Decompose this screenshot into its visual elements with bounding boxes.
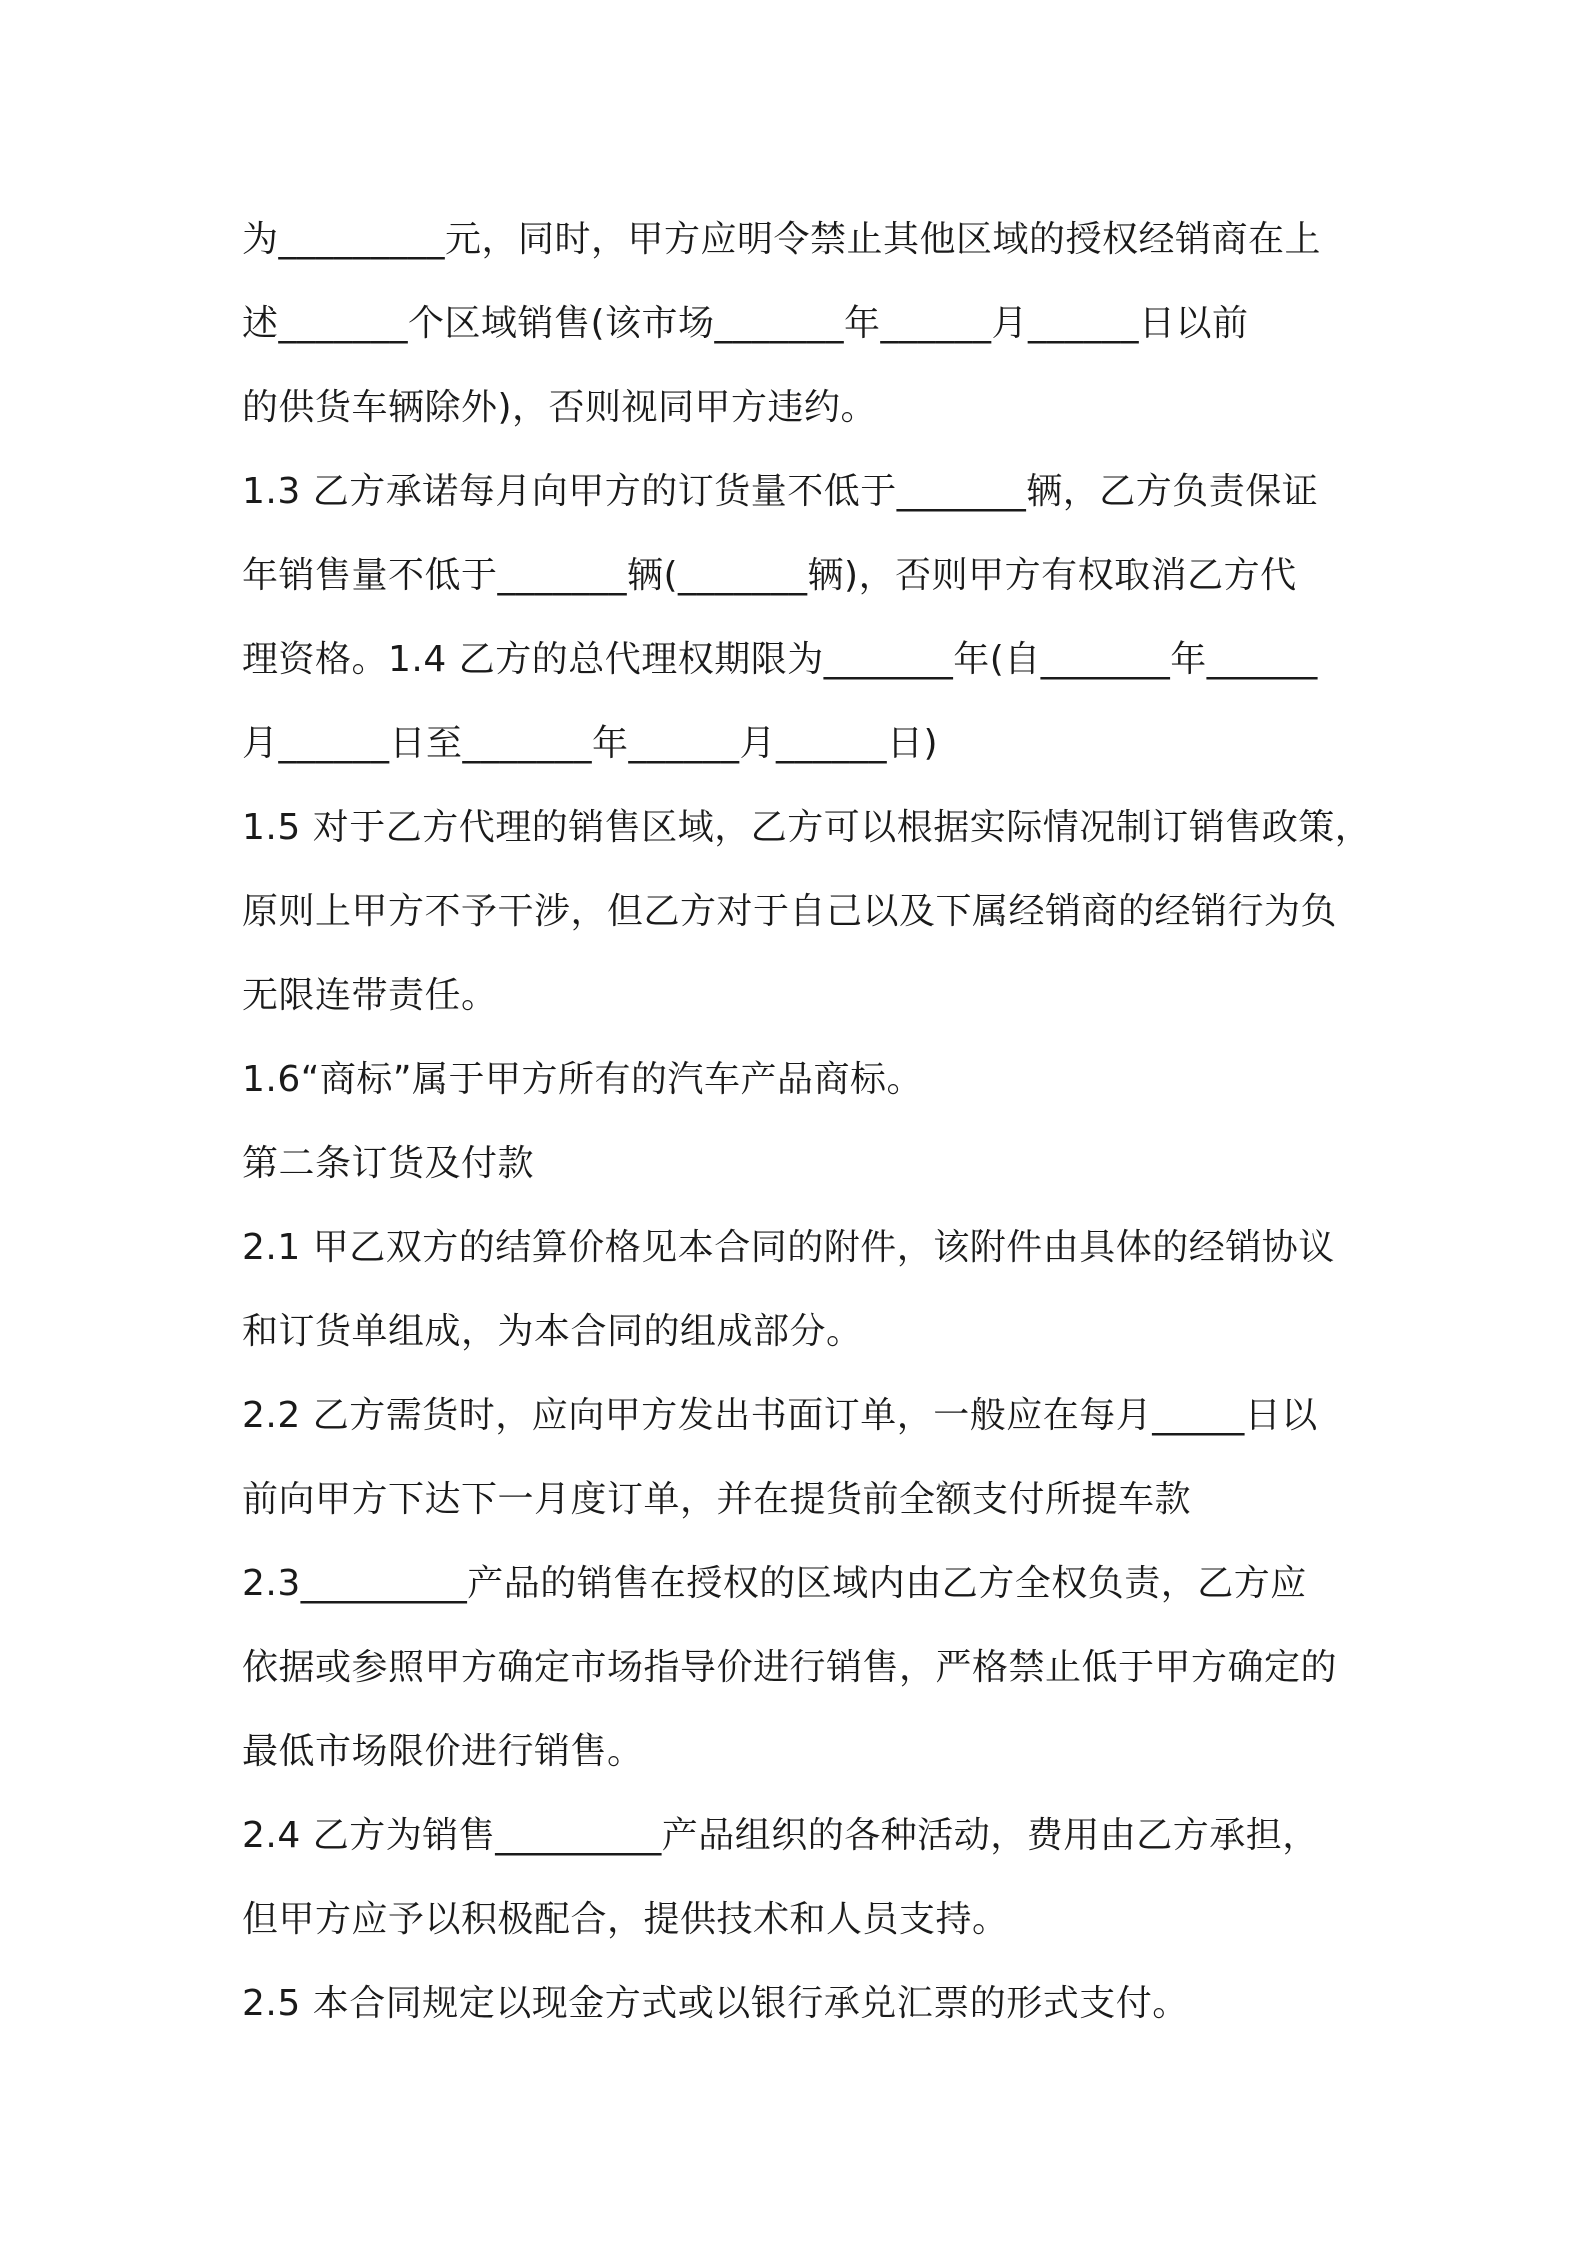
text-line: 的供货车辆除外)，否则视同甲方违约。 [242, 387, 878, 428]
text-line: 1.6“商标”属于甲方所有的汽车产品商标。 [242, 1059, 924, 1100]
text-line: 最低市场限价进行销售。 [242, 1731, 644, 1772]
text-line: 但甲方应予以积极配合，提供技术和人员支持。 [242, 1899, 1009, 1940]
text-line: 2.3_________产品的销售在授权的区域内由乙方全权负责，乙方应 [242, 1563, 1307, 1604]
text-line: 理资格。1.4 乙方的总代理权期限为_______年(自_______年______ [242, 639, 1318, 680]
text-line: 无限连带责任。 [242, 975, 498, 1016]
document-body [242, 198, 1372, 2046]
text-line: 述_______个区域销售(该市场_______年______月______日以前 [242, 303, 1249, 344]
text-line: 为_________元，同时，甲方应明令禁止其他区域的授权经销商在上 [242, 219, 1322, 260]
text-line: 2.2 乙方需货时，应向甲方发出书面订单，一般应在每月_____日以 [242, 1395, 1318, 1436]
text-line: 月______日至_______年______月______日) [242, 723, 939, 764]
text-line: 依据或参照甲方确定市场指导价进行销售，严格禁止低于甲方确定的 [242, 1647, 1338, 1688]
text-line: 2.1 甲乙双方的结算价格见本合同的附件，该附件由具体的经销协议 [242, 1227, 1335, 1268]
text-line: 2.5 本合同规定以现金方式或以银行承兑汇票的形式支付。 [242, 1983, 1189, 2024]
section-heading: 第二条订货及付款 [242, 1143, 535, 1184]
text-line: 前向甲方下达下一月度订单，并在提货前全额支付所提车款 [242, 1479, 1192, 1520]
text-line: 1.3 乙方承诺每月向甲方的订货量不低于_______辆，乙方负责保证 [242, 471, 1319, 512]
text-line: 年销售量不低于_______辆(_______辆)，否则甲方有权取消乙方代 [242, 555, 1297, 596]
text-line: 1.5 对于乙方代理的销售区域，乙方可以根据实际情况制订销售政策， [242, 807, 1372, 848]
text-line: 原则上甲方不予干涉，但乙方对于自己以及下属经销商的经销行为负 [242, 891, 1338, 932]
text-line: 2.4 乙方为销售_________产品组织的各种活动，费用由乙方承担， [242, 1815, 1319, 1856]
text-line: 和订货单组成，为本合同的组成部分。 [242, 1311, 863, 1352]
